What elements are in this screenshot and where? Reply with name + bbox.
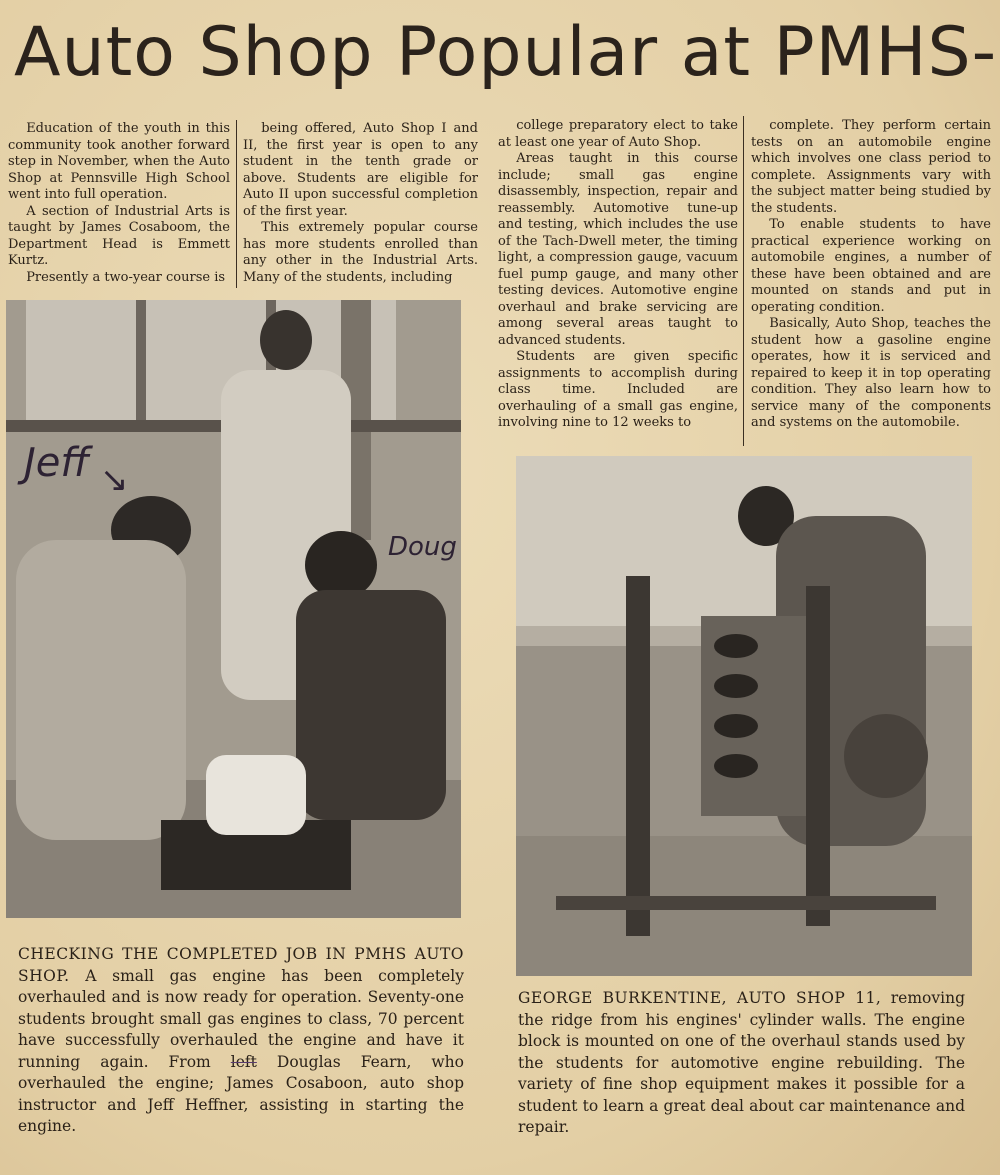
- column-rule: [743, 116, 744, 446]
- caption-right-photo: [518, 988, 965, 1139]
- paragraph: Students are given specific assignments to accomplish during class time. Included are overhauling of a small gas engine, involving nine to 12 weeks to: [498, 349, 738, 430]
- column-rule: [236, 120, 237, 288]
- photo-engine-overhaul-stand: [516, 456, 972, 976]
- paragraph: To enable students to have practical experience working on automobile engines, a number of these have been obtained and are mounted on stands and put in operating condition.: [751, 217, 991, 315]
- paragraph: Areas taught in this course include; small gas engine disassembly, inspection, repair and reassembly. Automotive tune-up and testing, which includes the use of the Tach-Dwell meter, the timing light, a compression gauge, vacuum fuel pump gauge, and many other testing devices. Automotive engine overhaul and brake servicing are among several areas taught to advanced students.: [498, 151, 738, 348]
- handwritten-arrow: ↘: [100, 460, 129, 500]
- article-column-4: [751, 118, 991, 432]
- photo-scene: [516, 456, 972, 976]
- handwritten-name-jeff: Jeff: [24, 440, 90, 486]
- caption-text: removing the ridge from his engines' cylinder walls. The engine block is mounted on one of the overhaul stands used by the students for automotive engine rebuilding. The variety of fine shop equipment makes it possible for a student to learn a great deal about car maintenance and repair.: [518, 989, 965, 1136]
- paragraph: complete. They perform certain tests on an automobile engine which involves one class period to complete. Assignments vary with the subject matter being studied by the students.: [751, 118, 991, 216]
- paragraph: This extremely popular course has more students enrolled than any other in the Industrial Arts. Many of the students, including: [243, 220, 478, 285]
- caption-lead: GEORGE BURKENTINE, AUTO SHOP 11,: [518, 989, 882, 1007]
- headline: Auto Shop Popular at PMHS-: [14, 13, 998, 92]
- handwritten-name-doug: Doug: [388, 532, 457, 562]
- paragraph: Basically, Auto Shop, teaches the student how a gasoline engine operates, how it is serviced and repaired to keep it in top operating condition. They also learn how to service many of the components and systems on the automobile.: [751, 316, 991, 430]
- paragraph: college preparatory elect to take at least one year of Auto Shop.: [498, 118, 738, 150]
- photo-scene: [6, 300, 461, 918]
- article-column-2: [243, 121, 478, 286]
- caption-text: A small gas engine has been completely overhauled and is now ready for operation. Seventy-one students brought small gas engines to class, 70 percent have successfully overhauled the engine and have it running again. From: [18, 966, 464, 1071]
- article-column-1: [8, 121, 230, 286]
- article-column-3: [498, 118, 738, 432]
- paragraph: A section of Industrial Arts is taught by James Cosaboom, the Department Head is Emmett Kurtz.: [8, 203, 230, 268]
- paragraph: being offered, Auto Shop I and II, the first year is open to any student in the tenth grade or above. Students are eligible for Auto II upon successful completion of the first year.: [243, 121, 478, 219]
- caption-left-photo: [18, 944, 464, 1138]
- caption-text: Douglas Fearn, who overhauled the engine; James Cosaboon, auto shop instructor and Jeff Heffner, assisting in starting the engine.: [18, 1052, 464, 1135]
- photo-small-engine-check: [6, 300, 461, 918]
- caption-lead: CHECKING THE COMPLETED JOB IN PMHS AUTO SHOP.: [18, 945, 464, 985]
- paragraph: Presently a two-year course is: [26, 269, 226, 285]
- paragraph: Education of the youth in this community took another forward step in November, when the Auto Shop at Pennsville High School went into full operation.: [8, 121, 230, 202]
- struck-word: left: [230, 1052, 257, 1071]
